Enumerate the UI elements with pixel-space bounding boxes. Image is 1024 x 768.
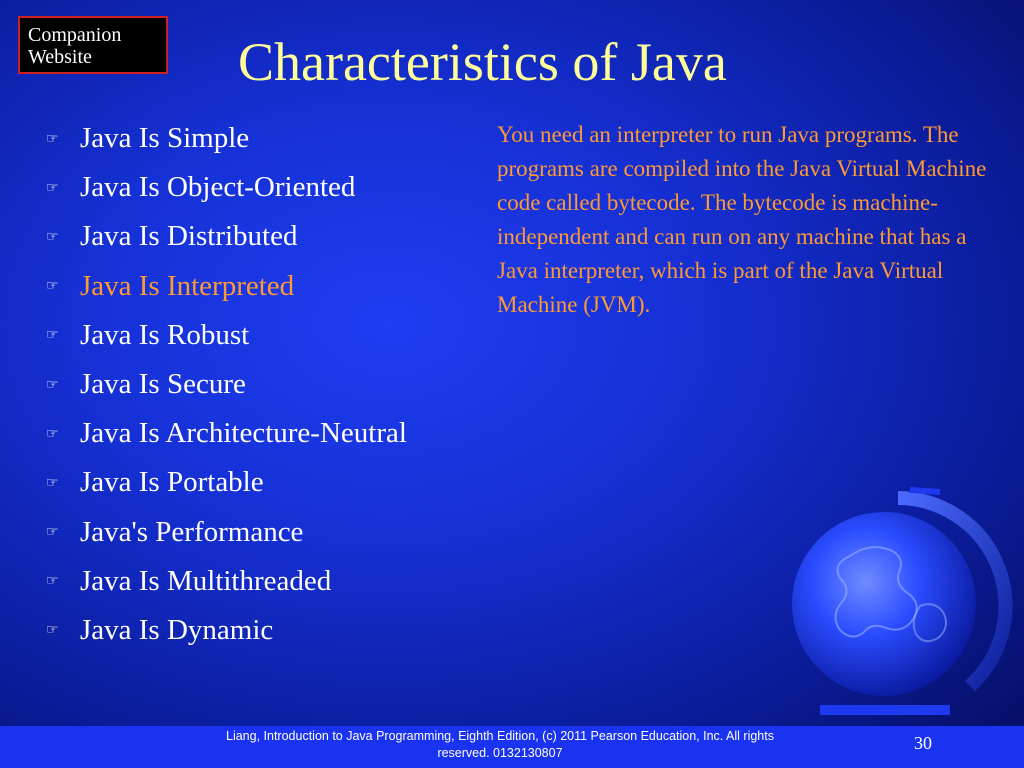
bullet-label: Java's Performance [80,515,304,548]
pointing-hand-icon: ☞ [46,425,59,442]
bullet-item [40,508,407,557]
bullet-item [40,163,407,212]
bullet-label: Java Is Secure [80,368,246,401]
pointing-hand-icon: ☞ [46,524,59,541]
pointing-hand-icon: ☞ [46,228,59,245]
description-text: You need an interpreter to run Java programs. The programs are compiled into the Java Virtual Machine code called bytecode. The bytecode is machine-independent and can run on any machine that has a Java interpreter, which is part of the Java Virtual Machine (JVM). [497,122,987,317]
bullet-item [40,360,407,409]
bullet-item [40,212,407,261]
badge-line-1: Companion [28,24,122,46]
bullet-item [40,114,407,163]
bullet-label: Java Is Interpreted [80,269,295,302]
bullet-label: Java Is Distributed [80,220,298,253]
pointing-hand-icon: ☞ [46,130,59,147]
bullet-item [40,262,407,311]
bullet-item [40,458,407,507]
bullet-label: Java Is Portable [80,466,264,499]
bullet-label: Java Is Simple [80,122,250,155]
pointing-hand-icon: ☞ [46,573,59,590]
bullet-label: Java Is Multithreaded [80,564,332,597]
page-number: 30 [914,733,932,753]
globe-icon [780,486,1024,726]
bullet-list [40,114,407,655]
pointing-hand-icon: ☞ [46,474,59,491]
footer-credit: Liang, Introduction to Java Programming, Eighth Edition, (c) 2011 Pearson Education, Inc. All rights reserved. 0132130807 [226,729,774,760]
pointing-hand-icon: ☞ [46,179,59,196]
pointing-hand-icon: ☞ [46,327,59,344]
bullet-item [40,606,407,655]
companion-website-badge[interactable] [18,16,168,74]
bullet-item [40,409,407,458]
pointing-hand-icon: ☞ [46,622,59,639]
bullet-item [40,311,407,360]
pointing-hand-icon: ☞ [46,376,59,393]
slide-title: Characteristics of Java [238,32,727,92]
bullet-label: Java Is Architecture-Neutral [80,417,407,450]
bullet-item [40,557,407,606]
pointing-hand-icon: ☞ [46,278,59,295]
badge-line-2: Website [28,46,92,68]
bullet-label: Java Is Robust [80,318,250,351]
bullet-label: Java Is Dynamic [80,613,274,646]
bullet-label: Java Is Object-Oriented [80,171,356,204]
